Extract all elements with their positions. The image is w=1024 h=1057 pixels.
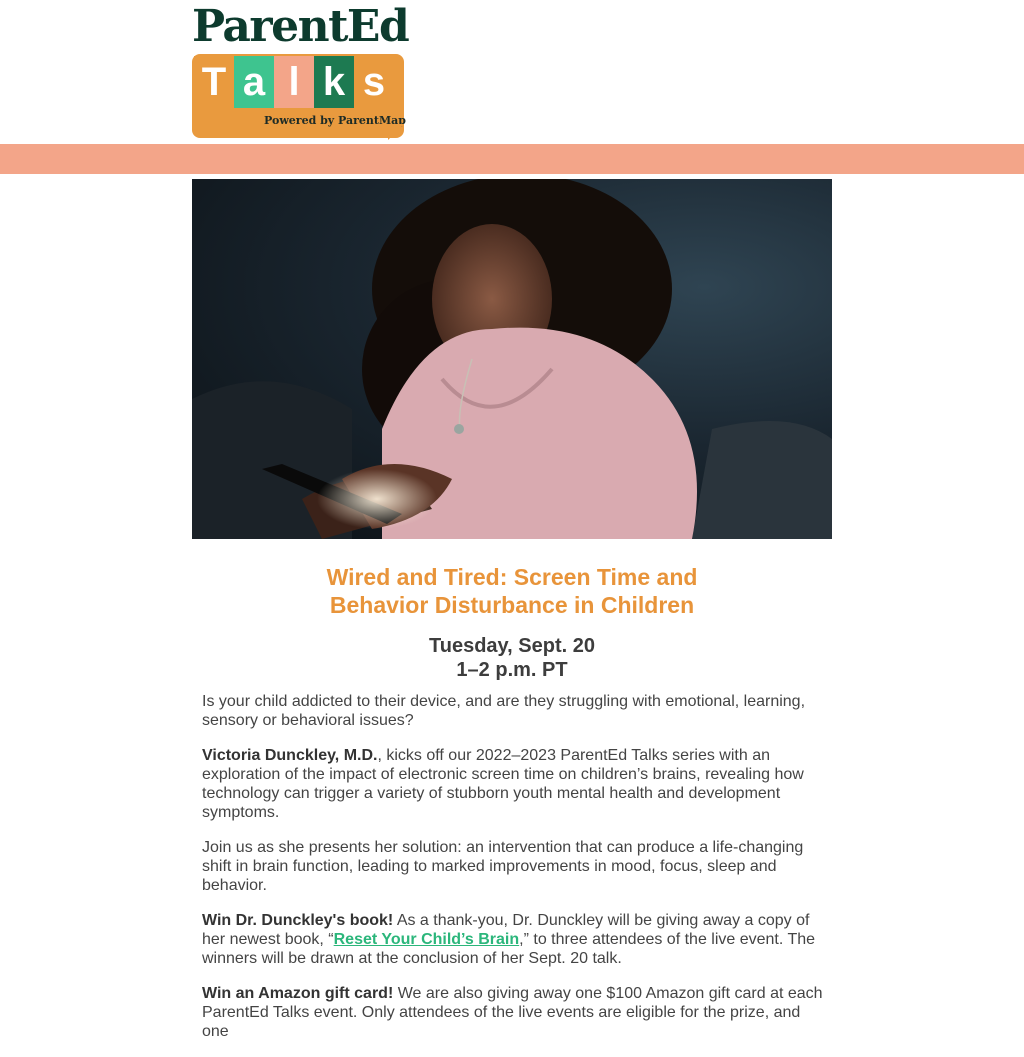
event-title-line2: Behavior Disturbance in Children: [329, 592, 695, 618]
talks-letters: [194, 56, 394, 108]
gift-card-text: We are also giving away one $100 Amazon gift card at each ParentEd Talks event. Only attendees of the live events are eligible for the prize, and one: [202, 985, 823, 1040]
book-giveaway-heading: Win Dr. Dunckley's book!: [202, 912, 394, 929]
paragraph-speaker: [202, 746, 824, 822]
speaker-text: , kicks off our 2022–2023 ParentEd Talks series with an exploration of the impact of electronic screen time on children’s brains, revealing how technology can trigger a variety of stubborn youth mental health and development symptoms.: [202, 747, 804, 821]
header-color-band: [0, 144, 1024, 174]
event-datetime: [192, 634, 832, 682]
speech-bubble-tail: [388, 124, 404, 140]
talks-letter-tile: k: [314, 56, 354, 108]
paragraph-gift-card: [202, 984, 824, 1041]
talks-letter-tile: l: [274, 56, 314, 108]
paragraph-book-giveaway: [202, 911, 824, 968]
logo-wordmark: ParentEd: [192, 1, 409, 52]
event-title: [192, 563, 832, 619]
paragraph-intro: Is your child addicted to their device, and are they struggling with emotional, learning, sensory or behavioral issues?: [202, 693, 806, 729]
parented-talks-logo[interactable]: [192, 1, 409, 140]
powered-by-text: Powered by ParentMap: [264, 114, 406, 127]
paragraph-solution: Join us as she presents her solution: an intervention that can produce a life-changing shift in brain function, leading to marked improvements in mood, focus, sleep and behavior.: [202, 839, 804, 894]
talks-letter-tile: s: [354, 56, 394, 108]
speaker-name: Victoria Dunckley, M.D.: [202, 747, 378, 764]
event-description: [202, 692, 824, 1057]
event-title-line1: Wired and Tired: Screen Time and: [326, 564, 698, 590]
hero-image: [192, 179, 832, 539]
talks-speech-bubble: [192, 54, 404, 138]
talks-letter-tile: T: [194, 56, 234, 108]
book-giveaway-text: As a thank-you, Dr. Dunckley will be giving away a copy of her newest book, “: [202, 912, 810, 948]
book-link[interactable]: Reset Your Child’s Brain: [333, 931, 520, 948]
gift-card-heading: Win an Amazon gift card!: [202, 985, 394, 1002]
book-giveaway-text-end: ,” to three attendees of the live event. The winners will be drawn at the conclusion of her Sept. 20 talk.: [202, 931, 816, 967]
event-time: 1–2 p.m. PT: [456, 659, 568, 681]
talks-letter-tile: a: [234, 56, 274, 108]
event-date: Tuesday, Sept. 20: [429, 635, 595, 657]
photo-girl-looking-at-phone-icon: [192, 179, 832, 539]
